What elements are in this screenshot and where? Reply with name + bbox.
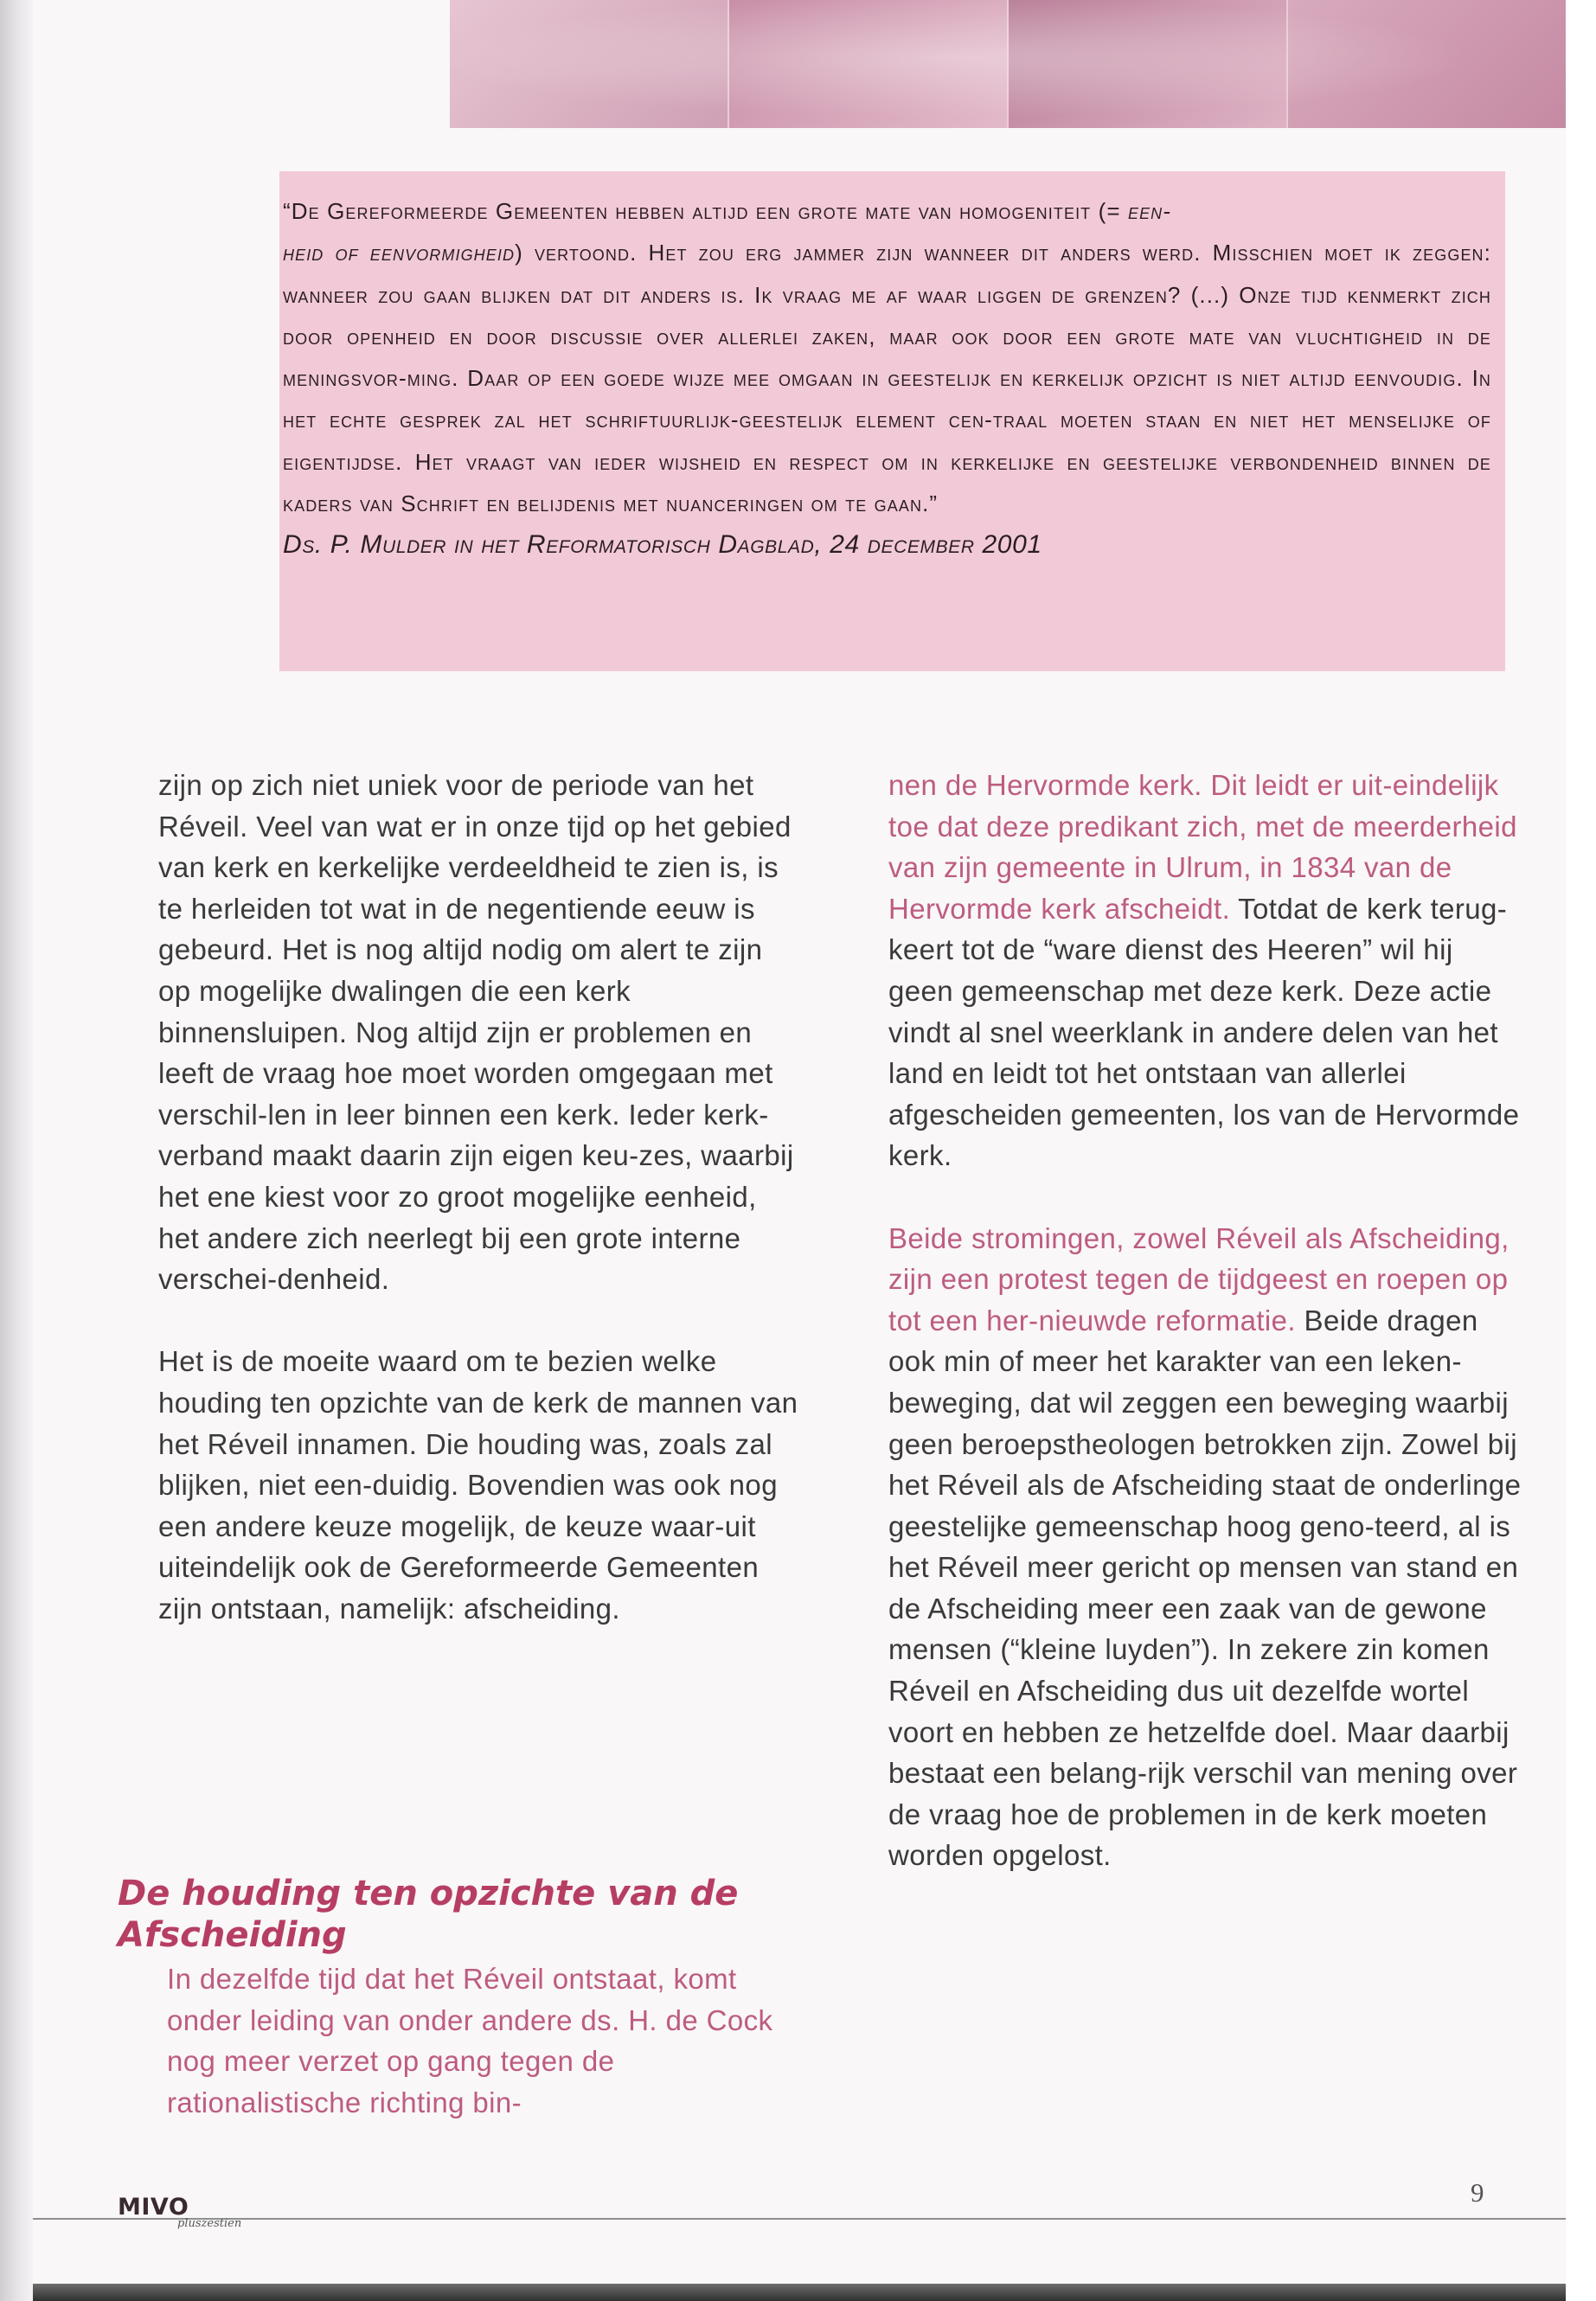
scan-bottom-edge xyxy=(33,2284,1566,2301)
quote-source: Ds. P. Mulder in het Reformatorisch Dagblad, 24 december 2001 xyxy=(283,530,1042,560)
right-paragraph-2-accent: Beide stromingen, zowel Réveil als Afscheiding, zijn een protest tegen de tijdgeest en roepen op tot een her-nieuwde reformatie. xyxy=(888,1221,1509,1336)
mivo-logo-subtitle: pluszestien xyxy=(177,2217,242,2230)
right-column xyxy=(888,765,1524,1876)
scan-right-margin xyxy=(1566,0,1596,2301)
photo-overlay xyxy=(450,0,1566,128)
right-paragraph-1-accent: nen de Hervormde kerk. Dit leidt er uit-eindelijk toe dat deze predikant zich, met de meerderheid van zijn gemeente in Ulrum, in 1834 van de Hervormde kerk afscheidt. xyxy=(888,769,1517,925)
footer-rule xyxy=(33,2218,1566,2220)
page-spine xyxy=(0,0,33,2301)
quote-text: “De Gereformeerde Gemeenten hebben altijd een grote mate van homogeniteit (= een- heid of eenvormigheid) vertoond. Het zou erg jammer zijn wanneer dit anders werd. Misschien moet ik zeggen: wanneer zou gaan blijken dat dit anders is. Ik vraag me af waar liggen de grenzen? (...) Onze tijd kenmerkt zich door openheid en door discussie over allerlei zaken, maar ook door een grote mate van vluchtigheid in de meningsvor-ming. Daar op een goede wijze mee omgaan in geestelijk en kerkelijk opzicht is niet altijd eenvoudig. In het echte gesprek zal het schriftuurlijk-geestelijk element cen-traal moeten staan en niet het menselijke of eigentijdse. Het vraagt van ieder wijsheid en respect om in kerkelijke en geestelijke verbondenheid binnen de kaders van Schrift en belijdenis met nuanceringen om te gaan.” xyxy=(283,198,1491,517)
left-paragraph-3: In dezelfde tijd dat het Réveil ontstaat, komt onder leiding van onder andere ds. H. de Cock nog meer verzet op gang tegen de rationalistische richting bin- xyxy=(167,1963,773,2118)
right-paragraph-2 xyxy=(888,1218,1524,1877)
right-paragraph-1 xyxy=(888,765,1524,1176)
right-paragraph-1-rest: Totdat de kerk terug-keert tot de “ware dienst des Heeren” wil hij geen gemeenschap met deze kerk. Deze actie vindt al snel weerklank in andere delen van het land en leidt tot het ontstaan van allerlei afgescheiden gemeenten, los van de Hervormde kerk. xyxy=(888,892,1520,1172)
left-paragraph-2: Het is de moeite waard om te bezien welke houding ten opzichte van de kerk de mannen van het Réveil innamen. Die houding was, zoals zal blijken, niet een-duidig. Bovendien was ook nog een andere keuze mogelijk, de keuze waar-uit uiteindelijk ook de Gereformeerde Gemeenten zijn ontstaan, namelijk: afscheiding. xyxy=(158,1345,798,1625)
mivo-logo: MIVO xyxy=(118,2194,189,2221)
pull-quote xyxy=(279,171,1505,671)
left-column xyxy=(158,765,803,1629)
section-heading: De houding ten opzichte van de Afscheiding xyxy=(118,1874,739,1955)
left-paragraph-3-container xyxy=(167,1958,807,2123)
right-paragraph-2-rest: Beide dragen ook min of meer het karakter van een leken-beweging, dat wil zeggen een beweging waarbij geen beroepstheologen betrokken zijn. Zowel bij het Réveil als de Afscheiding staat de onderlinge geestelijke gemeenschap hoog geno-teerd, al is het Réveil meer gericht op mensen van stand en de Afscheiding meer een zaak van de gewone mensen (“kleine luyden”). In zekere zin komen Réveil en Afscheiding dus uit dezelfde wortel voort en hebben ze hetzelfde doel. Maar daarbij bestaat een belang-rijk verschil van mening over de vraag hoe de problemen in de kerk moeten worden opgelost. xyxy=(888,1304,1522,1872)
left-paragraph-1: zijn op zich niet uniek voor de periode van het Réveil. Veel van wat er in onze tijd op het gebied van kerk en kerkelijke verdeeldheid te zien is, is te herleiden tot wat in de negentiende eeuw is gebeurd. Het is nog altijd nodig om alert te zijn op mogelijke dwalingen die een kerk binnensluipen. Nog altijd zijn er problemen en leeft de vraag hoe moet worden omgegaan met verschil-len in leer binnen een kerk. Ieder kerk-verband maakt daarin zijn eigen keu-zes, waarbij het ene kiest voor zo groot mogelijke eenheid, het andere zich neerlegt bij een grote interne verschei-denheid. xyxy=(158,769,794,1296)
page-number: 9 xyxy=(1471,2177,1484,2208)
